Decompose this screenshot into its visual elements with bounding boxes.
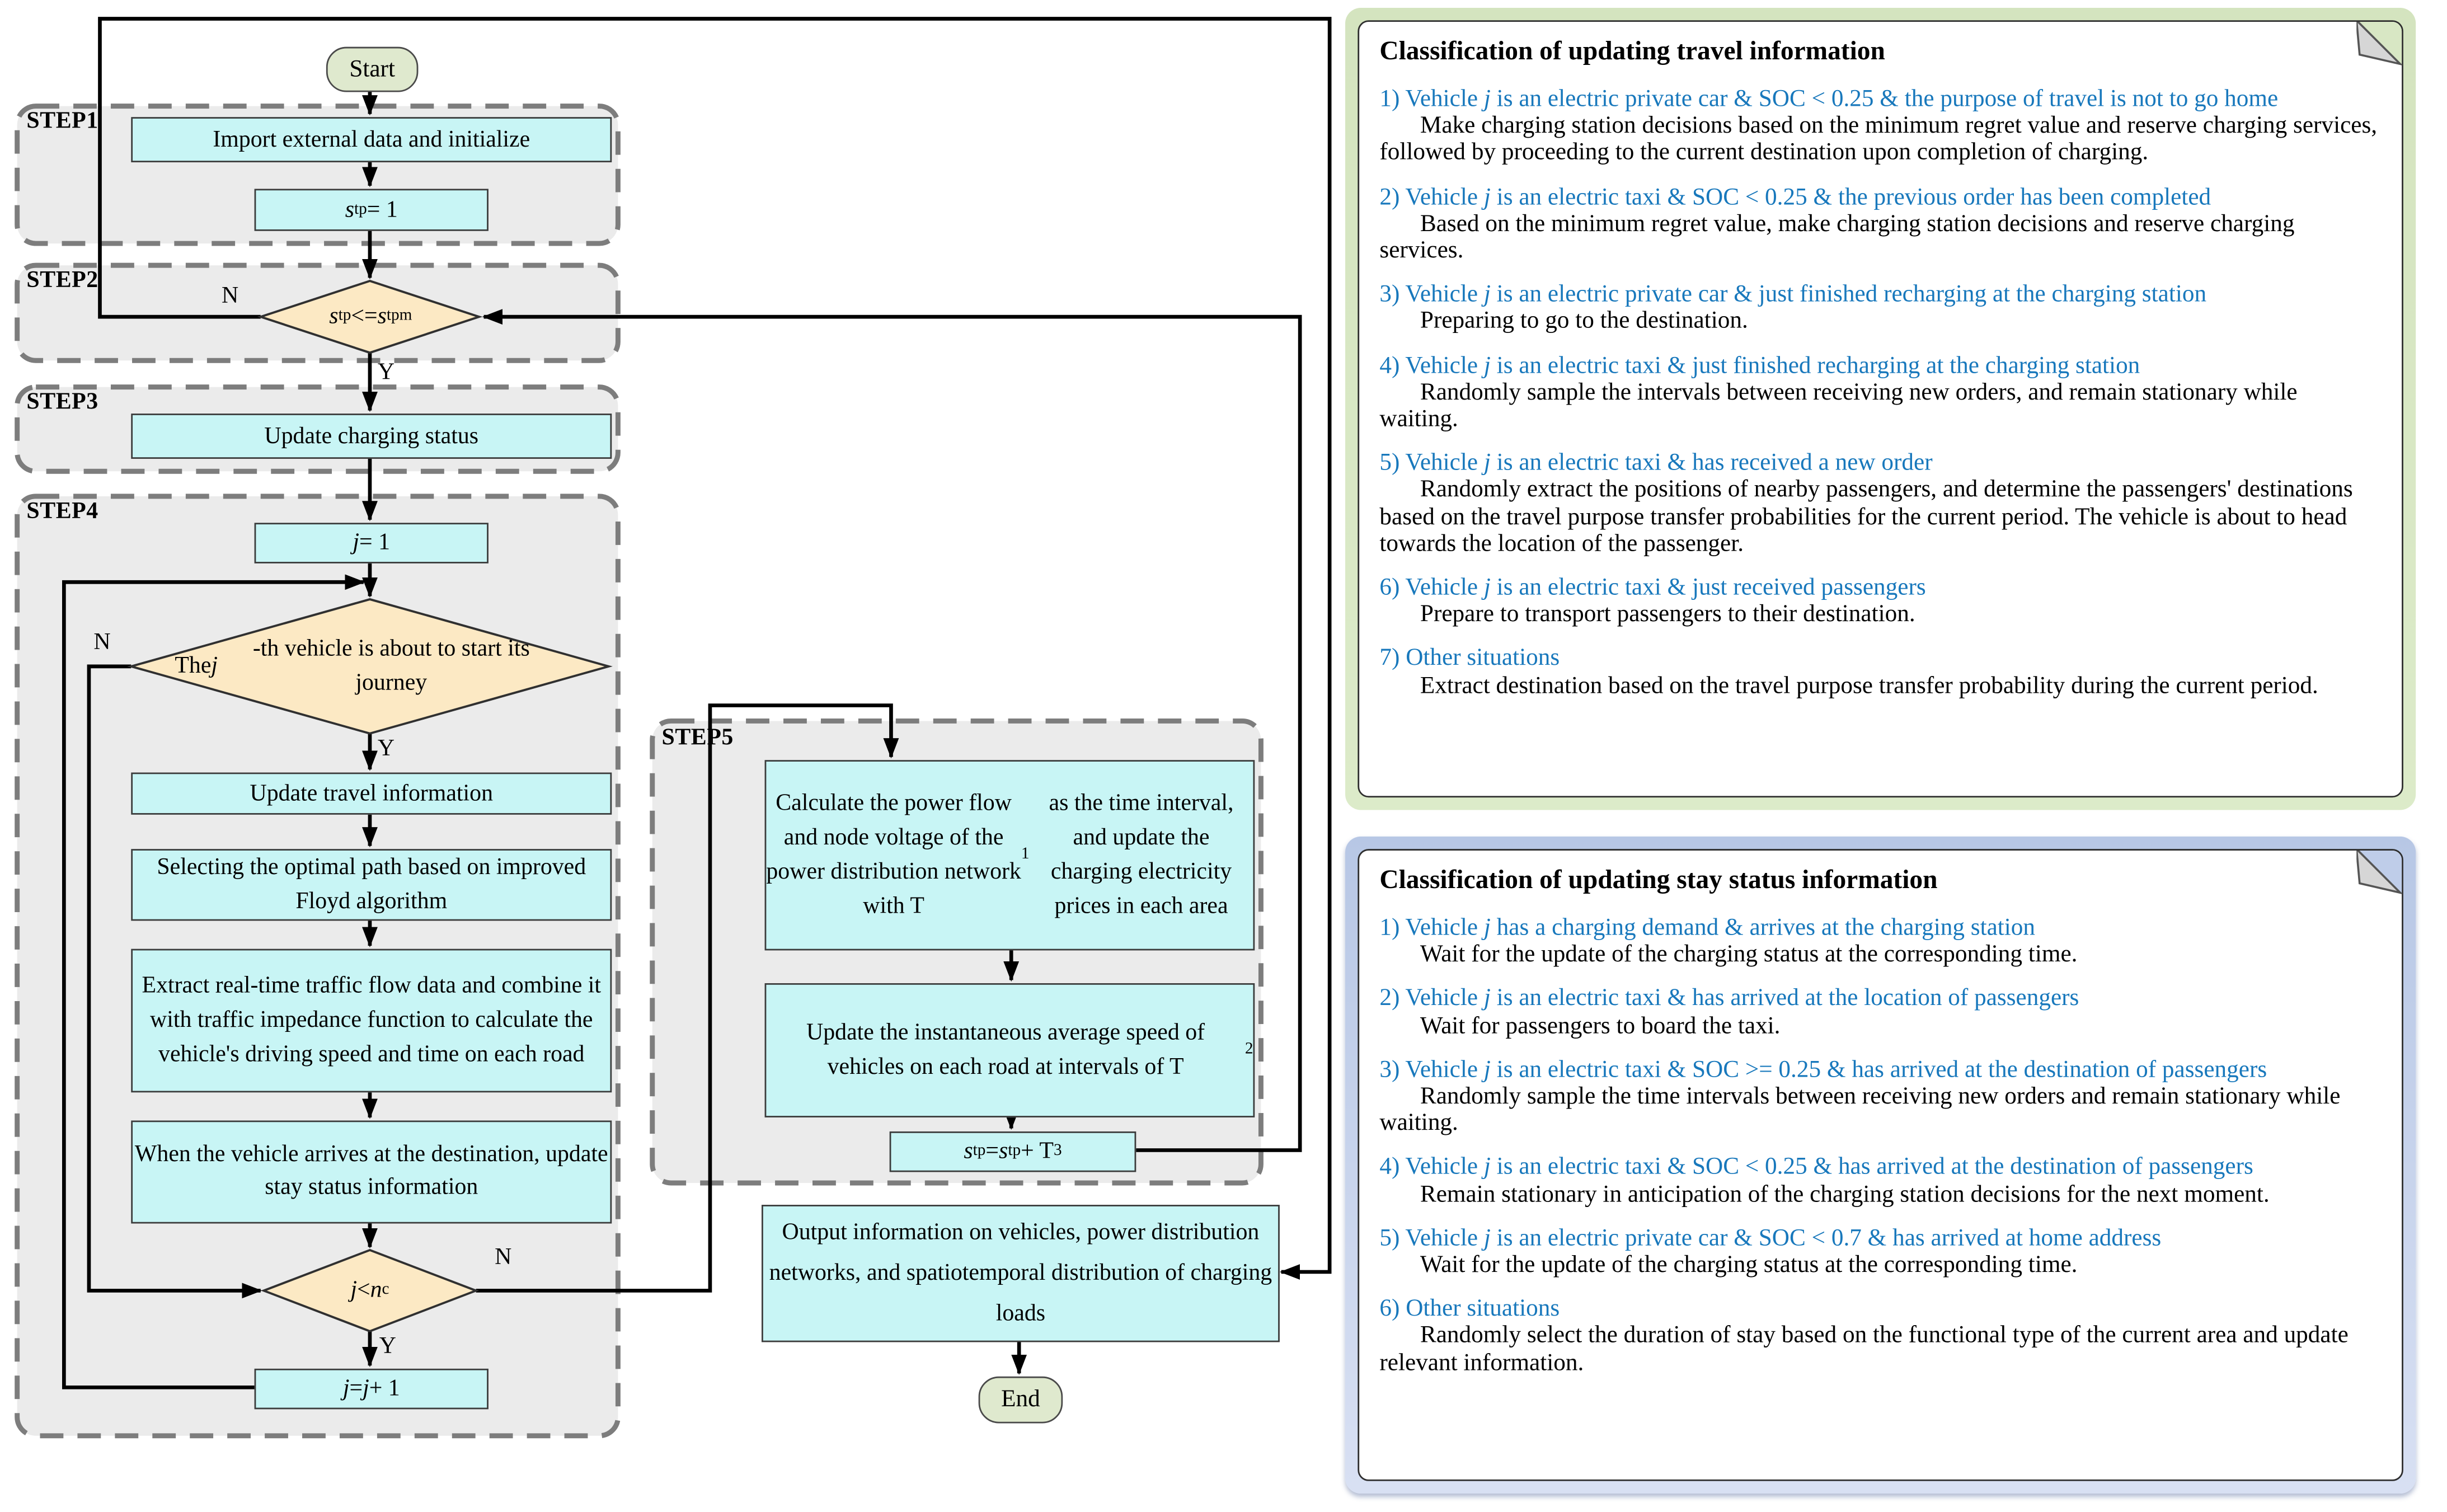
travel-classification-panel <box>1345 8 2416 810</box>
travel-item-1-heading: 1) Vehicle j is an electric private car & SOC < 0.25 & the purpose of travel is not to go home <box>1379 86 2279 112</box>
travel-panel-title: Classification of updating travel information <box>1379 36 1885 66</box>
check-j-yes-label: Y <box>379 1334 396 1360</box>
stay-item-4-body: Remain stationary in anticipation of the charging station decisions for the next moment. <box>1420 1181 2270 1208</box>
process-init-stp: s tp = 1 <box>255 189 489 231</box>
step4-label: STEP4 <box>26 499 98 525</box>
process-update-charging: Update charging status <box>131 414 612 459</box>
travel-item-7-heading: 7) Other situations <box>1379 645 1560 672</box>
list-item <box>1379 86 2380 166</box>
list-item <box>1379 1056 2380 1137</box>
list-item <box>1379 645 2380 699</box>
step2-label: STEP2 <box>26 268 98 294</box>
check-j-no-label: N <box>495 1245 512 1271</box>
process-arrive-update-stay: When the vehicle arrives at the destination, update stay status information <box>131 1120 612 1223</box>
end-terminal: End <box>979 1377 1063 1424</box>
list-item <box>1379 914 2380 968</box>
stay-item-5-body: Wait for the update of the charging status at the corresponding time. <box>1420 1251 2078 1279</box>
decision-check-j-label: j < n c <box>350 1278 389 1303</box>
stay-item-3-heading: 3) Vehicle j is an electric taxi & SOC >= 0.25 & has arrived at the destination of passengers <box>1379 1056 2267 1083</box>
process-extract-traffic: Extract real-time traffic flow data and combine it with traffic impedance function to calculate the vehicle's driving speed and time on each road <box>131 949 612 1093</box>
check-vehicle-no-label: N <box>93 630 111 656</box>
stay-panel-title: Classification of updating stay status information <box>1379 865 1938 895</box>
travel-item-4-body: Randomly sample the intervals between receiving new orders, and remain stationary while waiting. <box>1379 379 2298 433</box>
stay-item-6-body: Randomly select the duration of stay based on the functional type of the current area and update relevant information. <box>1379 1322 2349 1376</box>
list-item <box>1379 184 2380 264</box>
check-vehicle-yes-label: Y <box>377 736 395 762</box>
travel-item-3-body: Preparing to go to the destination. <box>1420 308 1748 335</box>
list-item <box>1379 352 2380 433</box>
step3-label: STEP3 <box>26 390 98 415</box>
decision-check-vehicle-label: The j -th vehicle is about to start its journey <box>175 636 530 696</box>
stay-classification-note <box>1358 849 2403 1481</box>
travel-item-3-heading: 3) Vehicle j is an electric private car & just finished recharging at the charging station <box>1379 281 2207 308</box>
folded-corner-icon <box>2356 20 2403 67</box>
process-inc-j: j = j + 1 <box>255 1369 489 1410</box>
stay-classification-panel <box>1345 837 2416 1494</box>
travel-item-6-heading: 6) Vehicle j is an electric taxi & just received passengers <box>1379 574 1926 601</box>
travel-item-1-body: Make charging station decisions based on the minimum regret value and reserve charging services, followed by proceeding to the current destination upon completion of charging. <box>1379 112 2378 166</box>
step5-label: STEP5 <box>661 725 734 751</box>
travel-item-2-heading: 2) Vehicle j is an electric taxi & SOC < 0.25 & the previous order has been completed <box>1379 184 2211 210</box>
travel-item-6-body: Prepare to transport passengers to their destination. <box>1420 601 1915 628</box>
stay-item-1-heading: 1) Vehicle j has a charging demand & arrives at the charging station <box>1379 914 2036 941</box>
list-item <box>1379 1154 2380 1208</box>
travel-item-2-body: Based on the minimum regret value, make charging station decisions and reserve charging services. <box>1379 210 2295 264</box>
check-stp-no-label: N <box>222 284 239 309</box>
list-item <box>1379 450 2380 557</box>
stay-item-6-heading: 6) Other situations <box>1379 1295 1560 1322</box>
process-init-j: j = 1 <box>255 523 489 564</box>
process-floyd: Selecting the optimal path based on improved Floyd algorithm <box>131 849 612 921</box>
travel-item-5-heading: 5) Vehicle j is an electric taxi & has received a new order <box>1379 449 1933 477</box>
process-import-data: Import external data and initialize <box>131 117 612 162</box>
stay-item-2-body: Wait for passengers to board the taxi. <box>1420 1012 1781 1039</box>
step1-label: STEP1 <box>26 109 98 134</box>
process-power-flow: Calculate the power flow and node voltage of the power distribution network with T 1 as the time interval, and update the charging electricity prices in each area <box>765 760 1255 950</box>
stay-item-4-heading: 4) Vehicle j is an electric taxi & SOC < 0.25 & has arrived at the destination of passengers <box>1379 1154 2253 1181</box>
check-stp-yes-label: Y <box>377 360 395 386</box>
folded-corner-icon <box>2356 849 2403 896</box>
process-advance-time: s tp = s tp + T 3 <box>890 1131 1136 1172</box>
process-output: Output information on vehicles, power distribution networks, and spatiotemporal distribution of charging loads <box>762 1205 1280 1342</box>
stay-item-3-body: Randomly sample the time intervals between receiving new orders and remain stationary while waiting. <box>1379 1083 2341 1137</box>
travel-item-5-body: Randomly extract the positions of nearby passengers, and determine the passengers' destinations based on the travel purpose transfer probabilities for the current period. The vehicle is about to head towards the location of the passenger. <box>1379 476 2353 557</box>
stay-item-5-heading: 5) Vehicle j is an electric private car & SOC < 0.7 & has arrived at home address <box>1379 1224 2162 1252</box>
list-item <box>1379 1225 2380 1279</box>
list-item <box>1379 281 2380 335</box>
list-item <box>1379 574 2380 628</box>
travel-classification-note <box>1358 20 2403 797</box>
travel-item-7-body: Extract destination based on the travel purpose transfer probability during the current period. <box>1420 672 2318 699</box>
decision-check-stp-label: s tp <= s tpm <box>329 304 412 330</box>
start-terminal: Start <box>326 47 419 92</box>
process-update-travel: Update travel information <box>131 773 612 815</box>
stay-item-1-body: Wait for the update of the charging status at the corresponding time. <box>1420 941 2078 968</box>
process-update-speed: Update the instantaneous average speed of vehicles on each road at intervals of T 2 <box>765 983 1255 1117</box>
list-item <box>1379 985 2380 1039</box>
travel-item-4-heading: 4) Vehicle j is an electric taxi & just finished recharging at the charging station <box>1379 352 2140 379</box>
stay-item-2-heading: 2) Vehicle j is an electric taxi & has arrived at the location of passengers <box>1379 985 2079 1012</box>
list-item <box>1379 1295 2380 1376</box>
